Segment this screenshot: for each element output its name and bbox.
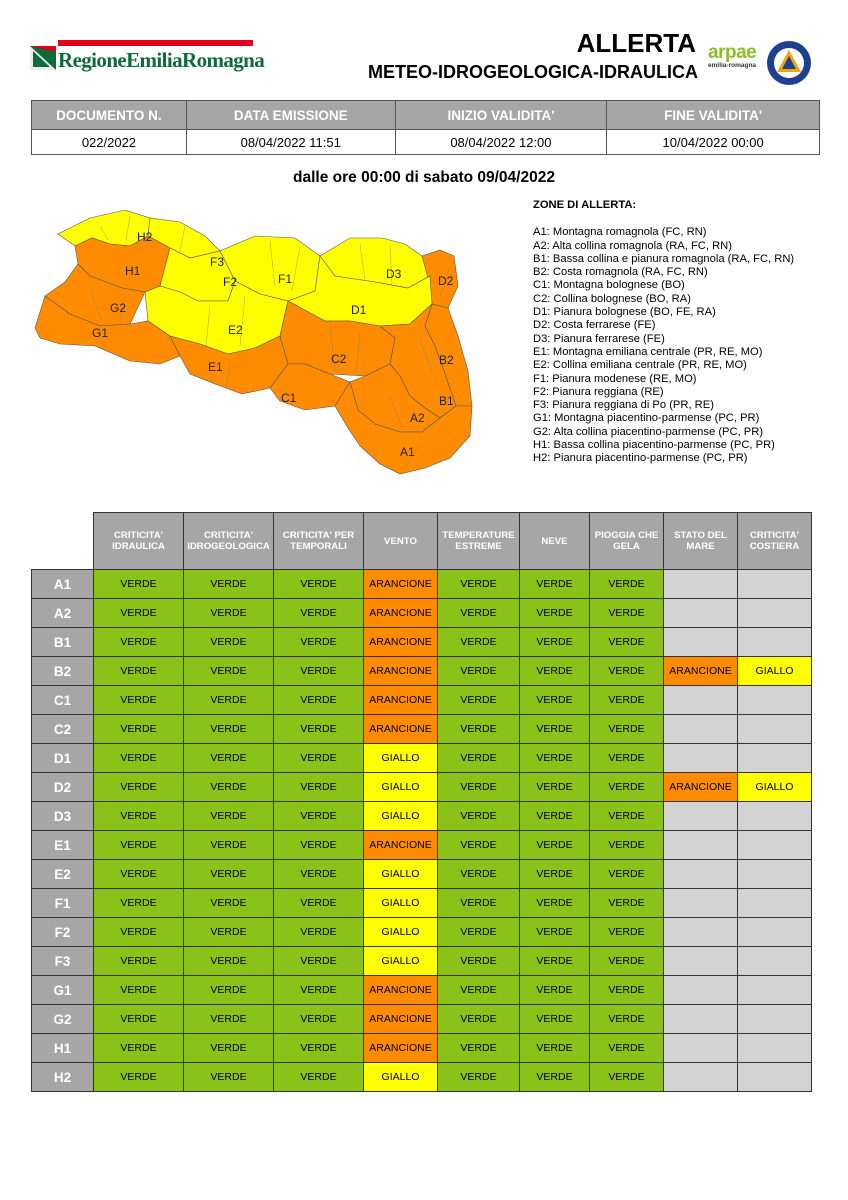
level-cell: VERDE	[438, 773, 520, 802]
level-cell: VERDE	[184, 1034, 274, 1063]
level-cell: VERDE	[184, 1005, 274, 1034]
validity-period: dalle ore 00:00 di sabato 09/04/2022	[293, 169, 555, 186]
level-cell: VERDE	[590, 860, 664, 889]
level-cell: VERDE	[590, 715, 664, 744]
level-cell: VERDE	[590, 1005, 664, 1034]
not-applicable-cell	[738, 802, 812, 831]
legend-item: D3: Pianura ferrarese (FE)	[533, 332, 665, 345]
level-cell: VERDE	[520, 860, 590, 889]
legend-item: F2: Pianura reggiana (RE)	[533, 385, 664, 398]
logo-text: RegioneEmiliaRomagna	[58, 48, 265, 72]
doc-header-validity-start: INIZIO VALIDITA'	[395, 101, 607, 130]
table-row	[32, 570, 812, 599]
zone-cell: E1	[32, 831, 94, 860]
level-cell: VERDE	[520, 744, 590, 773]
level-cell: ARANCIONE	[364, 570, 438, 599]
table-body	[32, 570, 812, 1092]
level-cell: VERDE	[184, 918, 274, 947]
level-cell: VERDE	[94, 657, 184, 686]
level-cell: VERDE	[274, 744, 364, 773]
not-applicable-cell	[738, 918, 812, 947]
arpae-logo	[708, 44, 764, 78]
not-applicable-cell	[738, 976, 812, 1005]
map-label-a2: A2	[410, 411, 425, 425]
level-cell: VERDE	[520, 1063, 590, 1092]
level-cell: VERDE	[590, 686, 664, 715]
legend-item: E2: Collina emiliana centrale (PR, RE, MO)	[533, 359, 747, 372]
level-cell: VERDE	[274, 976, 364, 1005]
not-applicable-cell	[664, 860, 738, 889]
level-cell: VERDE	[520, 657, 590, 686]
table-row	[32, 1063, 812, 1092]
map-label-g2: G2	[110, 301, 127, 315]
logo-red-bar	[58, 40, 253, 46]
level-cell: VERDE	[94, 1005, 184, 1034]
level-cell: VERDE	[520, 889, 590, 918]
level-cell: ARANCIONE	[664, 657, 738, 686]
not-applicable-cell	[664, 715, 738, 744]
zone-cell: F1	[32, 889, 94, 918]
legend-title: ZONE DI ALLERTA:	[533, 199, 637, 211]
level-cell: VERDE	[94, 1034, 184, 1063]
level-cell: VERDE	[274, 686, 364, 715]
map-label-c2: C2	[331, 352, 347, 366]
level-cell: VERDE	[274, 773, 364, 802]
arpae-logo-subtext: emilia-romagna	[708, 62, 757, 69]
not-applicable-cell	[738, 1063, 812, 1092]
level-cell: VERDE	[274, 889, 364, 918]
page-title: ALLERTA	[576, 28, 696, 58]
column-header: CRITICITA' COSTIERA	[738, 513, 812, 570]
level-cell: VERDE	[590, 773, 664, 802]
level-cell: ARANCIONE	[664, 773, 738, 802]
not-applicable-cell	[664, 744, 738, 773]
zone-cell: H2	[32, 1063, 94, 1092]
level-cell: VERDE	[520, 715, 590, 744]
zone-cell: B1	[32, 628, 94, 657]
level-cell: VERDE	[590, 744, 664, 773]
zone-cell: H1	[32, 1034, 94, 1063]
level-cell: VERDE	[520, 599, 590, 628]
alert-levels-table	[31, 512, 812, 1092]
not-applicable-cell	[738, 831, 812, 860]
level-cell: VERDE	[438, 831, 520, 860]
not-applicable-cell	[664, 628, 738, 657]
level-cell: VERDE	[438, 889, 520, 918]
level-cell: VERDE	[274, 715, 364, 744]
table-row	[32, 715, 812, 744]
level-cell: VERDE	[94, 947, 184, 976]
map-label-a1: A1	[400, 445, 415, 459]
level-cell: VERDE	[438, 599, 520, 628]
zone-cell: D3	[32, 802, 94, 831]
level-cell: VERDE	[274, 628, 364, 657]
level-cell: VERDE	[184, 802, 274, 831]
level-cell: VERDE	[94, 570, 184, 599]
zone-cell: F3	[32, 947, 94, 976]
legend-item: C2: Collina bolognese (BO, RA)	[533, 292, 691, 305]
not-applicable-cell	[738, 860, 812, 889]
zone-cell: D1	[32, 744, 94, 773]
level-cell: VERDE	[590, 599, 664, 628]
level-cell: VERDE	[590, 918, 664, 947]
alert-zones-map	[30, 196, 510, 486]
level-cell: VERDE	[274, 918, 364, 947]
map-label-d3: D3	[386, 267, 402, 281]
zone-cell: F2	[32, 918, 94, 947]
level-cell: VERDE	[520, 918, 590, 947]
level-cell: GIALLO	[364, 773, 438, 802]
zone-cell: B2	[32, 657, 94, 686]
not-applicable-cell	[738, 744, 812, 773]
level-cell: VERDE	[438, 628, 520, 657]
level-cell: ARANCIONE	[364, 628, 438, 657]
arpae-logo-text: arpae	[708, 42, 757, 63]
level-cell: VERDE	[438, 1063, 520, 1092]
level-cell: VERDE	[520, 773, 590, 802]
level-cell: VERDE	[590, 831, 664, 860]
level-cell: VERDE	[590, 570, 664, 599]
map-label-f2: F2	[223, 275, 238, 289]
legend-item: E1: Montagna emiliana centrale (PR, RE, MO)	[533, 345, 763, 358]
level-cell: VERDE	[94, 744, 184, 773]
level-cell: VERDE	[438, 976, 520, 1005]
level-cell: VERDE	[520, 947, 590, 976]
level-cell: ARANCIONE	[364, 976, 438, 1005]
table-row	[32, 831, 812, 860]
column-header: PIOGGIA CHE GELA	[590, 513, 664, 570]
map-label-e1: E1	[208, 360, 223, 374]
zone-cell: A1	[32, 570, 94, 599]
table-row	[32, 976, 812, 1005]
legend-item: H1: Bassa collina piacentino-parmense (PC, PR)	[533, 439, 775, 452]
level-cell: VERDE	[438, 570, 520, 599]
not-applicable-cell	[738, 715, 812, 744]
level-cell: VERDE	[184, 860, 274, 889]
not-applicable-cell	[664, 599, 738, 628]
level-cell: VERDE	[274, 599, 364, 628]
column-header: CRITICITA' IDROGEOLOGICA	[184, 513, 274, 570]
table-header-row	[32, 513, 812, 570]
zone-cell: A2	[32, 599, 94, 628]
level-cell: VERDE	[274, 570, 364, 599]
column-header: VENTO	[364, 513, 438, 570]
legend-item: B1: Bassa collina e pianura romagnola (RA, FC, RN)	[533, 252, 795, 265]
level-cell: VERDE	[94, 831, 184, 860]
not-applicable-cell	[664, 1005, 738, 1034]
doc-number: 022/2022	[32, 130, 187, 155]
level-cell: VERDE	[184, 889, 274, 918]
level-cell: GIALLO	[738, 657, 812, 686]
level-cell: VERDE	[274, 1063, 364, 1092]
level-cell: VERDE	[184, 686, 274, 715]
zone-cell: G2	[32, 1005, 94, 1034]
level-cell: VERDE	[438, 744, 520, 773]
map-label-g1: G1	[92, 326, 109, 340]
level-cell: VERDE	[438, 802, 520, 831]
not-applicable-cell	[738, 686, 812, 715]
level-cell: VERDE	[520, 1034, 590, 1063]
table-row	[32, 599, 812, 628]
level-cell: VERDE	[184, 947, 274, 976]
not-applicable-cell	[664, 831, 738, 860]
level-cell: VERDE	[94, 599, 184, 628]
table-row	[32, 1034, 812, 1063]
level-cell: VERDE	[590, 889, 664, 918]
level-cell: ARANCIONE	[364, 657, 438, 686]
not-applicable-cell	[664, 918, 738, 947]
map-label-h1: H1	[125, 264, 141, 278]
doc-issue-date: 08/04/2022 11:51	[186, 130, 395, 155]
doc-header-issue-date: DATA EMISSIONE	[186, 101, 395, 130]
level-cell: VERDE	[184, 976, 274, 1005]
zones-legend	[533, 199, 794, 466]
zone-cell: E2	[32, 860, 94, 889]
level-cell: VERDE	[520, 802, 590, 831]
level-cell: VERDE	[438, 860, 520, 889]
column-header: TEMPERATURE ESTREME	[438, 513, 520, 570]
not-applicable-cell	[664, 976, 738, 1005]
doc-header-validity-end: FINE VALIDITA'	[607, 101, 820, 130]
table-row	[32, 802, 812, 831]
doc-validity-end: 10/04/2022 00:00	[607, 130, 820, 155]
legend-item: F3: Pianura reggiana di Po (PR, RE)	[533, 399, 714, 412]
table-row	[32, 947, 812, 976]
level-cell: VERDE	[184, 599, 274, 628]
level-cell: VERDE	[274, 860, 364, 889]
not-applicable-cell	[738, 1034, 812, 1063]
legend-item: B2: Costa romagnola (RA, FC, RN)	[533, 266, 708, 279]
level-cell: ARANCIONE	[364, 831, 438, 860]
level-cell: VERDE	[94, 976, 184, 1005]
level-cell: VERDE	[590, 802, 664, 831]
not-applicable-cell	[664, 1034, 738, 1063]
level-cell: VERDE	[184, 715, 274, 744]
legend-item: F1: Pianura modenese (RE, MO)	[533, 372, 697, 385]
level-cell: VERDE	[94, 686, 184, 715]
level-cell: VERDE	[274, 657, 364, 686]
table-row	[32, 860, 812, 889]
level-cell: VERDE	[274, 802, 364, 831]
not-applicable-cell	[738, 599, 812, 628]
protezione-civile-icon	[766, 40, 812, 86]
level-cell: VERDE	[94, 628, 184, 657]
not-applicable-cell	[664, 686, 738, 715]
column-header: CRITICITA' PER TEMPORALI	[274, 513, 364, 570]
level-cell: VERDE	[94, 773, 184, 802]
map-label-c1: C1	[281, 391, 297, 405]
table-row	[32, 889, 812, 918]
level-cell: VERDE	[438, 918, 520, 947]
not-applicable-cell	[738, 889, 812, 918]
level-cell: VERDE	[520, 628, 590, 657]
level-cell: VERDE	[438, 686, 520, 715]
table-row	[32, 628, 812, 657]
level-cell: VERDE	[94, 715, 184, 744]
level-cell: VERDE	[438, 947, 520, 976]
legend-item: G1: Montagna piacentino-parmense (PC, PR)	[533, 412, 760, 425]
zone-cell: C1	[32, 686, 94, 715]
level-cell: GIALLO	[364, 947, 438, 976]
not-applicable-cell	[738, 947, 812, 976]
page-subtitle: METEO-IDROGEOLOGICA-IDRAULICA	[368, 62, 698, 82]
level-cell: GIALLO	[364, 860, 438, 889]
legend-item: H2: Pianura piacentino-parmense (PC, PR)	[533, 452, 748, 465]
map-label-h2: H2	[137, 230, 153, 244]
level-cell: VERDE	[520, 831, 590, 860]
legend-item: D1: Pianura bolognese (BO, FE, RA)	[533, 306, 716, 319]
level-cell: VERDE	[590, 1034, 664, 1063]
level-cell: VERDE	[274, 1034, 364, 1063]
level-cell: VERDE	[94, 860, 184, 889]
level-cell: VERDE	[184, 773, 274, 802]
level-cell: VERDE	[590, 1063, 664, 1092]
level-cell: VERDE	[438, 1034, 520, 1063]
column-header: NEVE	[520, 513, 590, 570]
level-cell: VERDE	[590, 976, 664, 1005]
map-label-d2: D2	[438, 274, 454, 288]
legend-item: G2: Alta collina piacentino-parmense (PC, PR)	[533, 425, 764, 438]
column-header: CRITICITA' IDRAULICA	[94, 513, 184, 570]
level-cell: VERDE	[520, 976, 590, 1005]
table-row	[32, 657, 812, 686]
regione-emilia-romagna-logo	[30, 40, 265, 72]
zone-cell: G1	[32, 976, 94, 1005]
map-label-e2: E2	[228, 323, 243, 337]
level-cell: VERDE	[590, 947, 664, 976]
not-applicable-cell	[664, 1063, 738, 1092]
not-applicable-cell	[664, 947, 738, 976]
level-cell: VERDE	[438, 1005, 520, 1034]
level-cell: GIALLO	[364, 1063, 438, 1092]
table-row	[32, 1005, 812, 1034]
legend-item: A1: Montagna romagnola (FC, RN)	[533, 226, 707, 239]
not-applicable-cell	[664, 802, 738, 831]
map-label-f1: F1	[278, 272, 293, 286]
level-cell: VERDE	[274, 947, 364, 976]
legend-items	[533, 226, 794, 465]
level-cell: VERDE	[184, 831, 274, 860]
level-cell: GIALLO	[364, 744, 438, 773]
level-cell: GIALLO	[364, 802, 438, 831]
regione-flag-icon	[30, 40, 56, 70]
level-cell: VERDE	[184, 744, 274, 773]
level-cell: VERDE	[438, 715, 520, 744]
level-cell: VERDE	[274, 1005, 364, 1034]
legend-item: C1: Montagna bolognese (BO)	[533, 279, 685, 292]
level-cell: ARANCIONE	[364, 686, 438, 715]
level-cell: VERDE	[184, 1063, 274, 1092]
level-cell: VERDE	[94, 1063, 184, 1092]
level-cell: ARANCIONE	[364, 1034, 438, 1063]
zone-cell: C2	[32, 715, 94, 744]
level-cell: VERDE	[94, 918, 184, 947]
level-cell: GIALLO	[364, 889, 438, 918]
map-label-f3: F3	[210, 255, 225, 269]
level-cell: VERDE	[94, 802, 184, 831]
not-applicable-cell	[738, 1005, 812, 1034]
level-cell: ARANCIONE	[364, 1005, 438, 1034]
map-label-d1: D1	[351, 303, 367, 317]
level-cell: VERDE	[520, 686, 590, 715]
level-cell: VERDE	[184, 570, 274, 599]
level-cell: GIALLO	[738, 773, 812, 802]
column-header: STATO DEL MARE	[664, 513, 738, 570]
zone-cell: D2	[32, 773, 94, 802]
table-row	[32, 773, 812, 802]
not-applicable-cell	[738, 570, 812, 599]
level-cell: GIALLO	[364, 918, 438, 947]
level-cell: VERDE	[520, 570, 590, 599]
table-row	[32, 744, 812, 773]
document-info-table	[31, 100, 820, 155]
level-cell: VERDE	[590, 657, 664, 686]
not-applicable-cell	[664, 889, 738, 918]
legend-item: A2: Alta collina romagnola (RA, FC, RN)	[533, 239, 732, 252]
table-row	[32, 918, 812, 947]
not-applicable-cell	[738, 628, 812, 657]
map-label-b1: B1	[439, 394, 454, 408]
map-label-b2: B2	[439, 353, 454, 367]
level-cell: ARANCIONE	[364, 715, 438, 744]
level-cell: VERDE	[274, 831, 364, 860]
level-cell: VERDE	[438, 657, 520, 686]
table-corner	[32, 513, 94, 570]
level-cell: ARANCIONE	[364, 599, 438, 628]
level-cell: VERDE	[184, 657, 274, 686]
level-cell: VERDE	[94, 889, 184, 918]
level-cell: VERDE	[184, 628, 274, 657]
doc-header-number: DOCUMENTO N.	[32, 101, 187, 130]
not-applicable-cell	[664, 570, 738, 599]
level-cell: VERDE	[520, 1005, 590, 1034]
level-cell: VERDE	[590, 628, 664, 657]
legend-item: D2: Costa ferrarese (FE)	[533, 319, 656, 332]
table-row	[32, 686, 812, 715]
doc-validity-start: 08/04/2022 12:00	[395, 130, 607, 155]
